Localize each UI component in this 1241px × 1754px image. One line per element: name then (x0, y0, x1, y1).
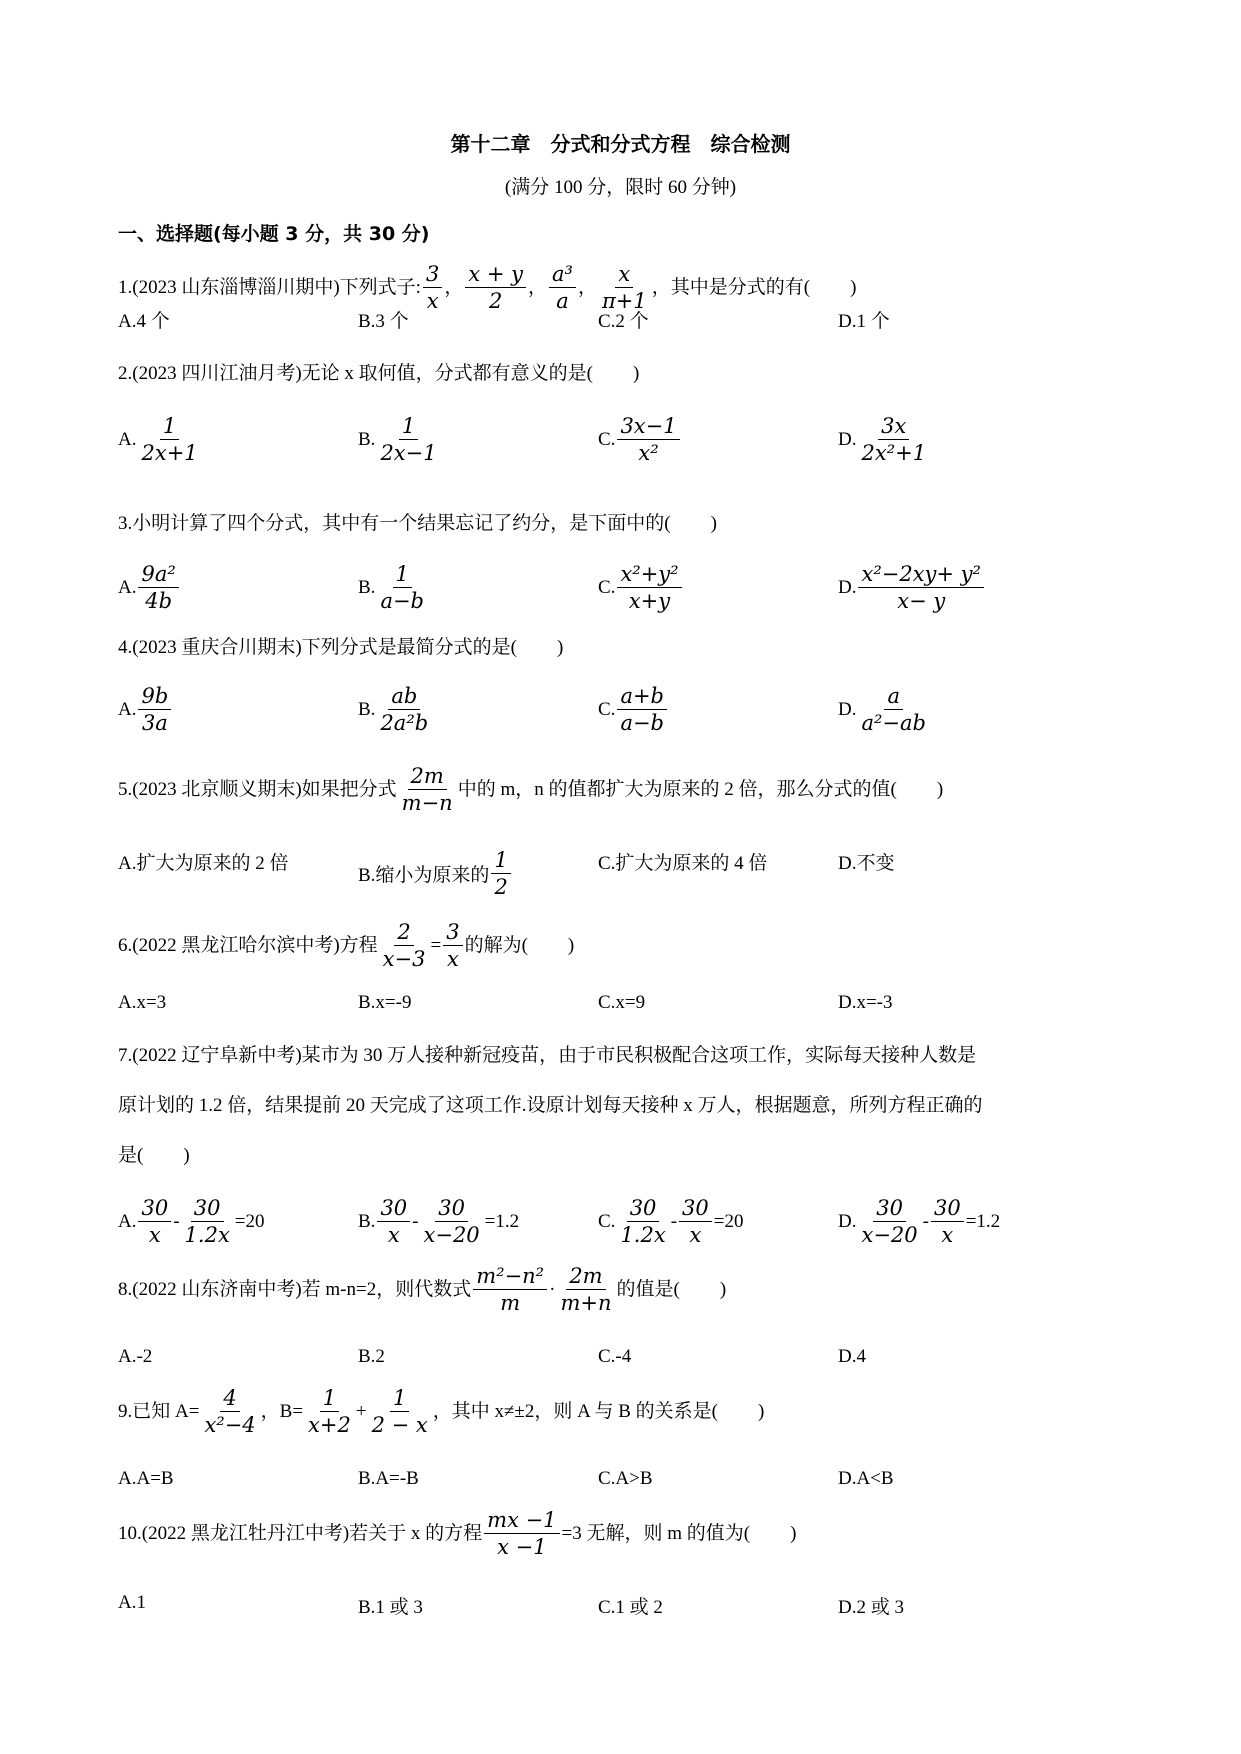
q1-option-d: D.1 个 (838, 311, 890, 332)
q8-option-d: D.4 (838, 1346, 866, 1367)
q10-option-a: A.1 (118, 1592, 146, 1613)
q2-option-d: D. $\frac{3x}{\text{2x²+1}}$ (838, 414, 927, 465)
q6-option-d: D.x=-3 (838, 992, 893, 1013)
q9-frac-b2: $\frac{1}{2 - x}$ (371, 1386, 428, 1437)
q5-option-a: A.扩大为原来的 2 倍 (118, 853, 289, 874)
q8-frac-1: $\frac{\text{m²−n²}}{m}$ (473, 1264, 547, 1315)
q3-option-b: B. $\frac{1}{a-b}$ (358, 562, 424, 613)
question-4 (118, 624, 563, 672)
q8-frac-2: $\frac{2m}{m+n}$ (560, 1264, 612, 1315)
q3-stem: 3.小明计算了四个分式，其中有一个结果忘记了约分，是下面中的( (118, 513, 671, 534)
q4-option-b: B. $\frac{ab}{\text{2a²b}}$ (358, 684, 429, 735)
q5-frac: $\frac{2m}{m-n}$ (401, 764, 453, 815)
q7-option-b: B. $\frac{30}{x}$ - $\frac{30}{x-20}$ =1.2 (358, 1196, 520, 1247)
question-2 (118, 350, 639, 398)
page-subtitle: (满分 100 分，限时 60 分钟) (504, 177, 737, 198)
q8-option-b: B.2 (358, 1346, 385, 1367)
q1-frac-1: $\frac{3}{x}$ (423, 262, 442, 313)
q1-frac-2: $\frac{x + y}{2}$ (465, 262, 526, 313)
q5-stem-tail: 中的 m，n 的值都扩大为原来的 2 倍，那么分式的值( (457, 778, 897, 800)
q4-option-a: A. $\frac{9b}{3a}$ (118, 684, 173, 735)
q9-option-c: C.A>B (598, 1468, 653, 1489)
q8-option-c: C.-4 (598, 1346, 632, 1367)
question-9: 9.已知 A= $\frac{4}{\text{x²−4}}$ ，B= $\frac{1}{x+2}$ + $\frac{1}{2 - x}$ ，其中 x≠±2，则 A 与 B 的关系是( ) (118, 1386, 765, 1437)
q5-option-d: D.不变 (838, 853, 895, 874)
q10-frac: $\frac{mx -1}{x -1}$ (484, 1508, 559, 1559)
q5-option-b: B.缩小为原来的 $\frac{1}{2}$ (358, 848, 513, 899)
q4-stem: 4.(2023 重庆合川期末)下列分式是最简分式的是( (118, 637, 517, 658)
q4-option-c: C. $\frac{a+b}{a-b}$ (598, 684, 669, 735)
q8-option-a: A.-2 (118, 1346, 153, 1367)
q4-close: ) (556, 637, 564, 658)
question-3 (118, 500, 717, 548)
q9-frac-a: $\frac{4}{\text{x²−4}}$ (204, 1386, 256, 1437)
section-heading: 一、选择题(每小题 3 分，共 30 分) (118, 223, 430, 245)
q2-stem: 2.(2023 四川江油月考)无论 x 取何值，分式都有意义的是( (118, 363, 593, 384)
q10-option-b: B.1 或 3 (358, 1597, 423, 1618)
q10-option-c: C.1 或 2 (598, 1597, 663, 1618)
q1-close: ) (850, 276, 857, 298)
q6-frac-1: $\frac{2}{x-3}$ (382, 920, 426, 971)
q6-close: ) (567, 934, 575, 956)
q4-option-d: D. $\frac{a}{\text{a²−ab}}$ (838, 684, 926, 735)
q2-option-b: B. $\frac{1}{2x-1}$ (358, 414, 437, 465)
q5-half-frac: $\frac{1}{2}$ (491, 848, 510, 899)
q10-stem: 10.(2022 黑龙江牡丹江中考)若关于 x 的方程 (118, 1522, 483, 1544)
q1-frac-4: $\frac{x}{\pi+1}$ (601, 262, 647, 313)
q5-option-c: C.扩大为原来的 4 倍 (598, 853, 768, 874)
q9-frac-b1: $\frac{1}{x+2}$ (308, 1386, 351, 1437)
question-6: 6.(2022 黑龙江哈尔滨中考)方程 $\frac{2}{x-3}$ = $\frac{3}{x}$ 的解为( ) (118, 920, 575, 971)
q1-stem: 1.(2023 山东淄博淄川期中)下列式子: (118, 276, 421, 298)
q5-close: ) (936, 778, 944, 800)
q8-close: ) (719, 1278, 727, 1300)
q1-frac-3: $\frac{\text{a³}}{a}$ (549, 262, 576, 313)
question-10 (118, 1508, 796, 1559)
q2-option-c: C. $\frac{3x-1}{\text{x²}}$ (598, 414, 682, 465)
q7-option-d: D. $\frac{30}{x-20}$ - $\frac{30}{x}$ =1.2 (838, 1196, 1001, 1247)
q10-option-d: D.2 或 3 (838, 1597, 904, 1618)
q9-option-a: A.A=B (118, 1468, 174, 1489)
q8-stem-tail: 的值是( (616, 1278, 680, 1300)
q1-option-b: B.3 个 (358, 311, 409, 332)
q6-stem: 6.(2022 黑龙江哈尔滨中考)方程 (118, 934, 378, 956)
q6-option-c: C.x=9 (598, 992, 646, 1013)
q8-stem: 8.(2022 山东济南中考)若 m-n=2，则代数式 (118, 1278, 472, 1300)
q10-close: ) (790, 1522, 797, 1544)
q6-option-a: A.x=3 (118, 992, 167, 1013)
q3-option-c: C. $\frac{\text{x²+y²}}{x+y}$ (598, 562, 684, 613)
q9-option-b: B.A=-B (358, 1468, 419, 1489)
q3-option-a: A. $\frac{\text{9a²}}{4b}$ (118, 562, 181, 613)
q6-frac-2: $\frac{3}{x}$ (443, 920, 462, 971)
q2-option-a: A. $\frac{1}{2x+1}$ (118, 414, 198, 465)
q1-option-c: C.2 个 (598, 311, 649, 332)
q6-option-b: B.x=-9 (358, 992, 412, 1013)
q3-option-d: D. $\frac{\text{x²−2xy+ y²}}{x- y}$ (838, 562, 986, 613)
q10-stem-tail: =3 无解，则 m 的值为( (561, 1522, 751, 1544)
question-7-line-2: 原计划的 1.2 倍，结果提前 20 天完成了这项工作.设原计划每天接种 x 万人，根据题意，所列方程正确的 (118, 1095, 983, 1116)
question-7-line-3: 是( ) (118, 1145, 190, 1166)
q5-stem: 5.(2023 北京顺义期末)如果把分式 (118, 778, 397, 800)
page-title: 第十二章 分式和分式方程 综合检测 (450, 132, 791, 156)
q1-stem-tail: ，其中是分式的有( (651, 276, 811, 298)
q1-option-a: A.4 个 (118, 311, 170, 332)
q9-option-d: D.A<B (838, 1468, 894, 1489)
q9-close: ) (758, 1400, 765, 1422)
q9-stem: 9.已知 A= (118, 1400, 200, 1422)
q7-option-c: C. $\frac{30}{1.2x}$ - $\frac{30}{x}$ =20 (598, 1196, 744, 1247)
q6-stem-tail: 的解为( (464, 934, 528, 956)
question-5 (118, 764, 943, 815)
q9-stem-tail: ，其中 x≠±2，则 A 与 B 的关系是( (432, 1400, 719, 1422)
question-1: 1.(2023 山东淄博淄川期中)下列式子: $\frac{3}{x}$ ， $\frac{x + y}{2}$ ， $\frac{\text{a³}}{a}$ ， $\frac{x}{\pi+1}$ ，其中是分式的有( ) (118, 262, 857, 313)
q2-close: ) (632, 363, 640, 384)
question-8: 8.(2022 山东济南中考)若 m-n=2，则代数式 $\frac{\text{m²−n²}}{m}$ · $\frac{2m}{m+n}$ 的值是( ) (118, 1264, 727, 1315)
q3-close: ) (710, 513, 717, 534)
q7-option-a: A. $\frac{30}{x}$ - $\frac{30}{1.2x}$ =20 (118, 1196, 265, 1247)
question-7-line-1: 7.(2022 辽宁阜新中考)某市为 30 万人接种新冠疫苗，由于市民积极配合这项工作，实际每天接种人数是 (118, 1045, 977, 1066)
